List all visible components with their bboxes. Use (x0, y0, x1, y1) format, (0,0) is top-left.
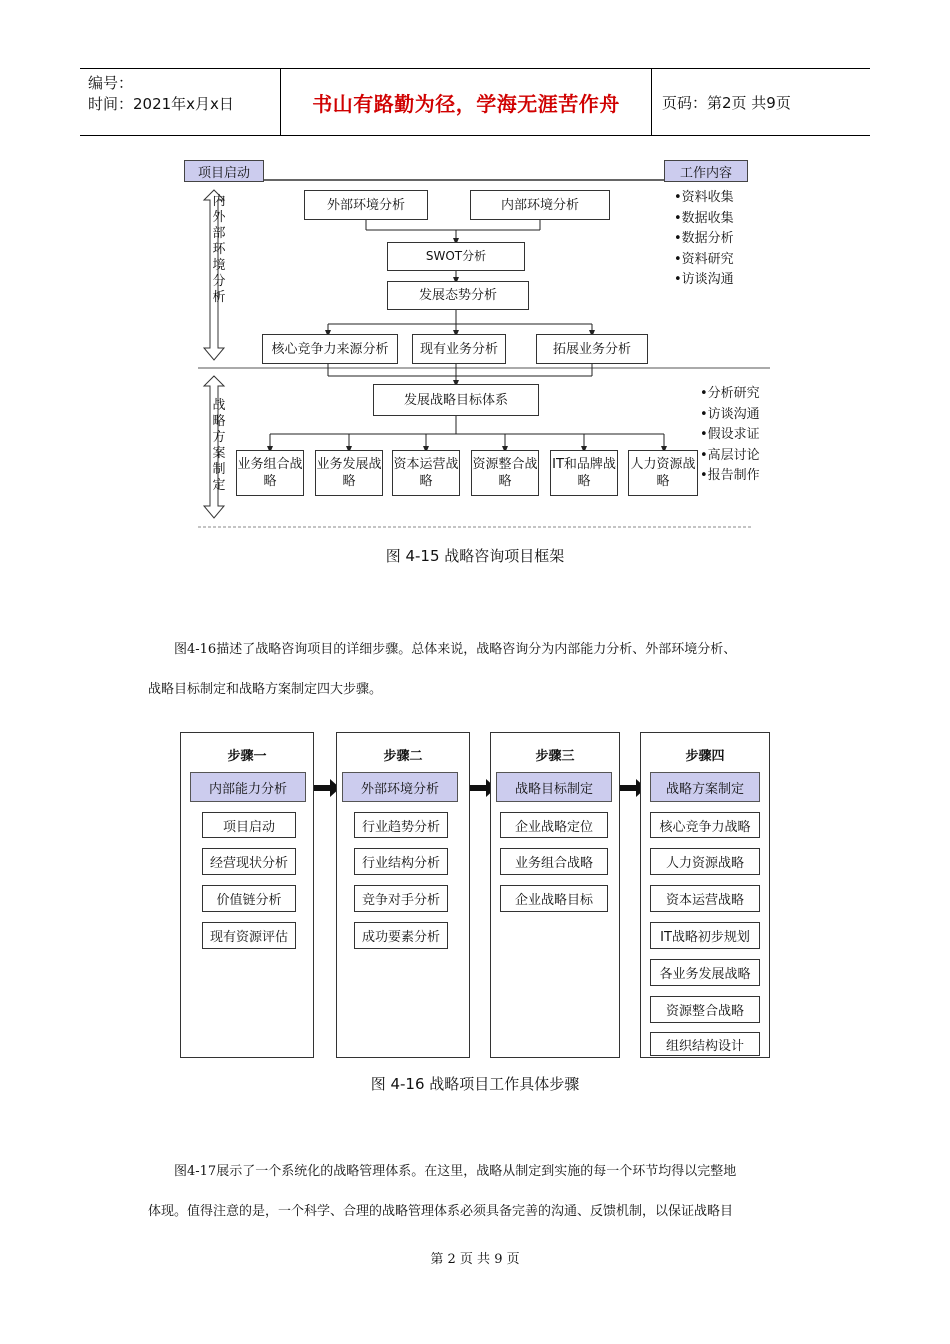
step-item-box: 行业结构分析 (354, 848, 448, 875)
env-analysis-side-label: 内外部环境分析 (212, 194, 226, 305)
step-item-box: 行业趋势分析 (354, 812, 448, 838)
strategy-steps-diagram (180, 732, 772, 1062)
number-label: 编号： (88, 74, 134, 92)
step-phase-box: 内部能力分析 (190, 772, 306, 802)
step-title: 步骤三 (535, 749, 575, 764)
core-competence-box: 核心竞争力来源分析 (262, 334, 398, 364)
work-item: •分析研究 (700, 386, 760, 401)
paragraph-2 (148, 1152, 808, 1232)
step-phase-box: 外部环境分析 (342, 772, 458, 802)
step-item-box: 人力资源战略 (650, 848, 760, 875)
step-item-box: 资本运营战略 (650, 885, 760, 912)
step-title: 步骤四 (685, 749, 725, 764)
paragraph-line: 战略目标制定和战略方案制定四大步骤。 (148, 682, 383, 697)
strategy-box: 业务发展战略 (315, 450, 383, 496)
work-items-bottom (700, 384, 760, 487)
header-meta (80, 69, 281, 135)
work-content-tag: 工作内容 (664, 160, 748, 182)
strategy-box: 业务组合战略 (236, 450, 304, 496)
expand-business-box: 拓展业务分析 (536, 334, 648, 364)
step-item-box: 核心竞争力战略 (650, 812, 760, 838)
work-item: •高层讨论 (700, 447, 760, 463)
work-item: •数据收集 (674, 210, 734, 226)
current-business-box: 现有业务分析 (412, 334, 506, 364)
work-item: •访谈沟通 (674, 272, 734, 287)
strategy-box: IT和品牌战略 (550, 450, 618, 496)
work-item: •资料收集 (674, 190, 734, 205)
plan-side-label: 战略方案制定 (212, 398, 226, 493)
page-footer: 第 2 页 共 9 页 (430, 1252, 520, 1267)
strategy-consulting-framework-diagram (180, 154, 770, 534)
work-item: •数据分析 (674, 231, 734, 246)
step-title: 步骤一 (227, 749, 267, 764)
paragraph-1 (148, 630, 808, 710)
step-item-box: 价值链分析 (202, 885, 296, 912)
work-item: •假设求证 (700, 427, 760, 442)
step-title: 步骤二 (383, 749, 423, 764)
time-label: 时间：2021年x月x日 (88, 95, 234, 113)
work-item: •资料研究 (674, 251, 734, 267)
strategy-target-box: 发展战略目标体系 (373, 384, 539, 416)
step-item-box: 各业务发展战略 (650, 959, 760, 986)
step-item-box: 竞争对手分析 (354, 885, 448, 912)
trend-box: 发展态势分析 (387, 281, 529, 310)
work-item: •报告制作 (700, 468, 760, 483)
step-item-box: 项目启动 (202, 812, 296, 838)
figure1-caption: 图 4-15 战略咨询项目框架 (385, 547, 565, 565)
page-header (80, 68, 870, 136)
step-item-box: 现有资源评估 (202, 922, 296, 949)
figure2-caption: 图 4-16 战略项目工作具体步骤 (370, 1075, 580, 1093)
step-phase-box: 战略方案制定 (650, 772, 760, 802)
header-motto: 书山有路勤为径，学海无涯苦作舟 (281, 69, 652, 135)
step-item-box: 成功要素分析 (354, 922, 448, 949)
strategy-box: 资源整合战略 (471, 450, 539, 496)
step-item-box: 组织结构设计 (650, 1032, 760, 1056)
work-items-top (674, 188, 734, 291)
step-phase-box: 战略目标制定 (496, 772, 612, 802)
step-item-box: 企业战略目标 (500, 885, 608, 912)
step-item-box: 资源整合战略 (650, 996, 760, 1023)
work-item: •访谈沟通 (700, 406, 760, 422)
step-item-box: IT战略初步规划 (650, 922, 760, 949)
project-start-tag: 项目启动 (184, 160, 264, 182)
paragraph-line: 图4-17展示了一个系统化的战略管理体系。在这里，战略从制定到实施的每一个环节均得以完整地 (174, 1164, 737, 1179)
paragraph-line: 图4-16描述了战略咨询项目的详细步骤。总体来说，战略咨询分为内部能力分析、外部环境分析、 (174, 642, 737, 657)
paragraph-line: 体现。值得注意的是，一个科学、合理的战略管理体系必须具备完善的沟通、反馈机制，以保证战略目 (148, 1204, 734, 1219)
strategy-box: 资本运营战略 (392, 450, 460, 496)
step-item-box: 经营现状分析 (202, 848, 296, 875)
step-item-box: 企业战略定位 (500, 812, 608, 838)
swot-box: SWOT分析 (387, 242, 525, 271)
page-label: 页码：第2页 共9页 (662, 93, 791, 112)
external-analysis-box: 外部环境分析 (304, 190, 428, 220)
step-item-box: 业务组合战略 (500, 848, 608, 875)
strategy-box: 人力资源战略 (628, 450, 698, 496)
internal-analysis-box: 内部环境分析 (470, 190, 610, 220)
